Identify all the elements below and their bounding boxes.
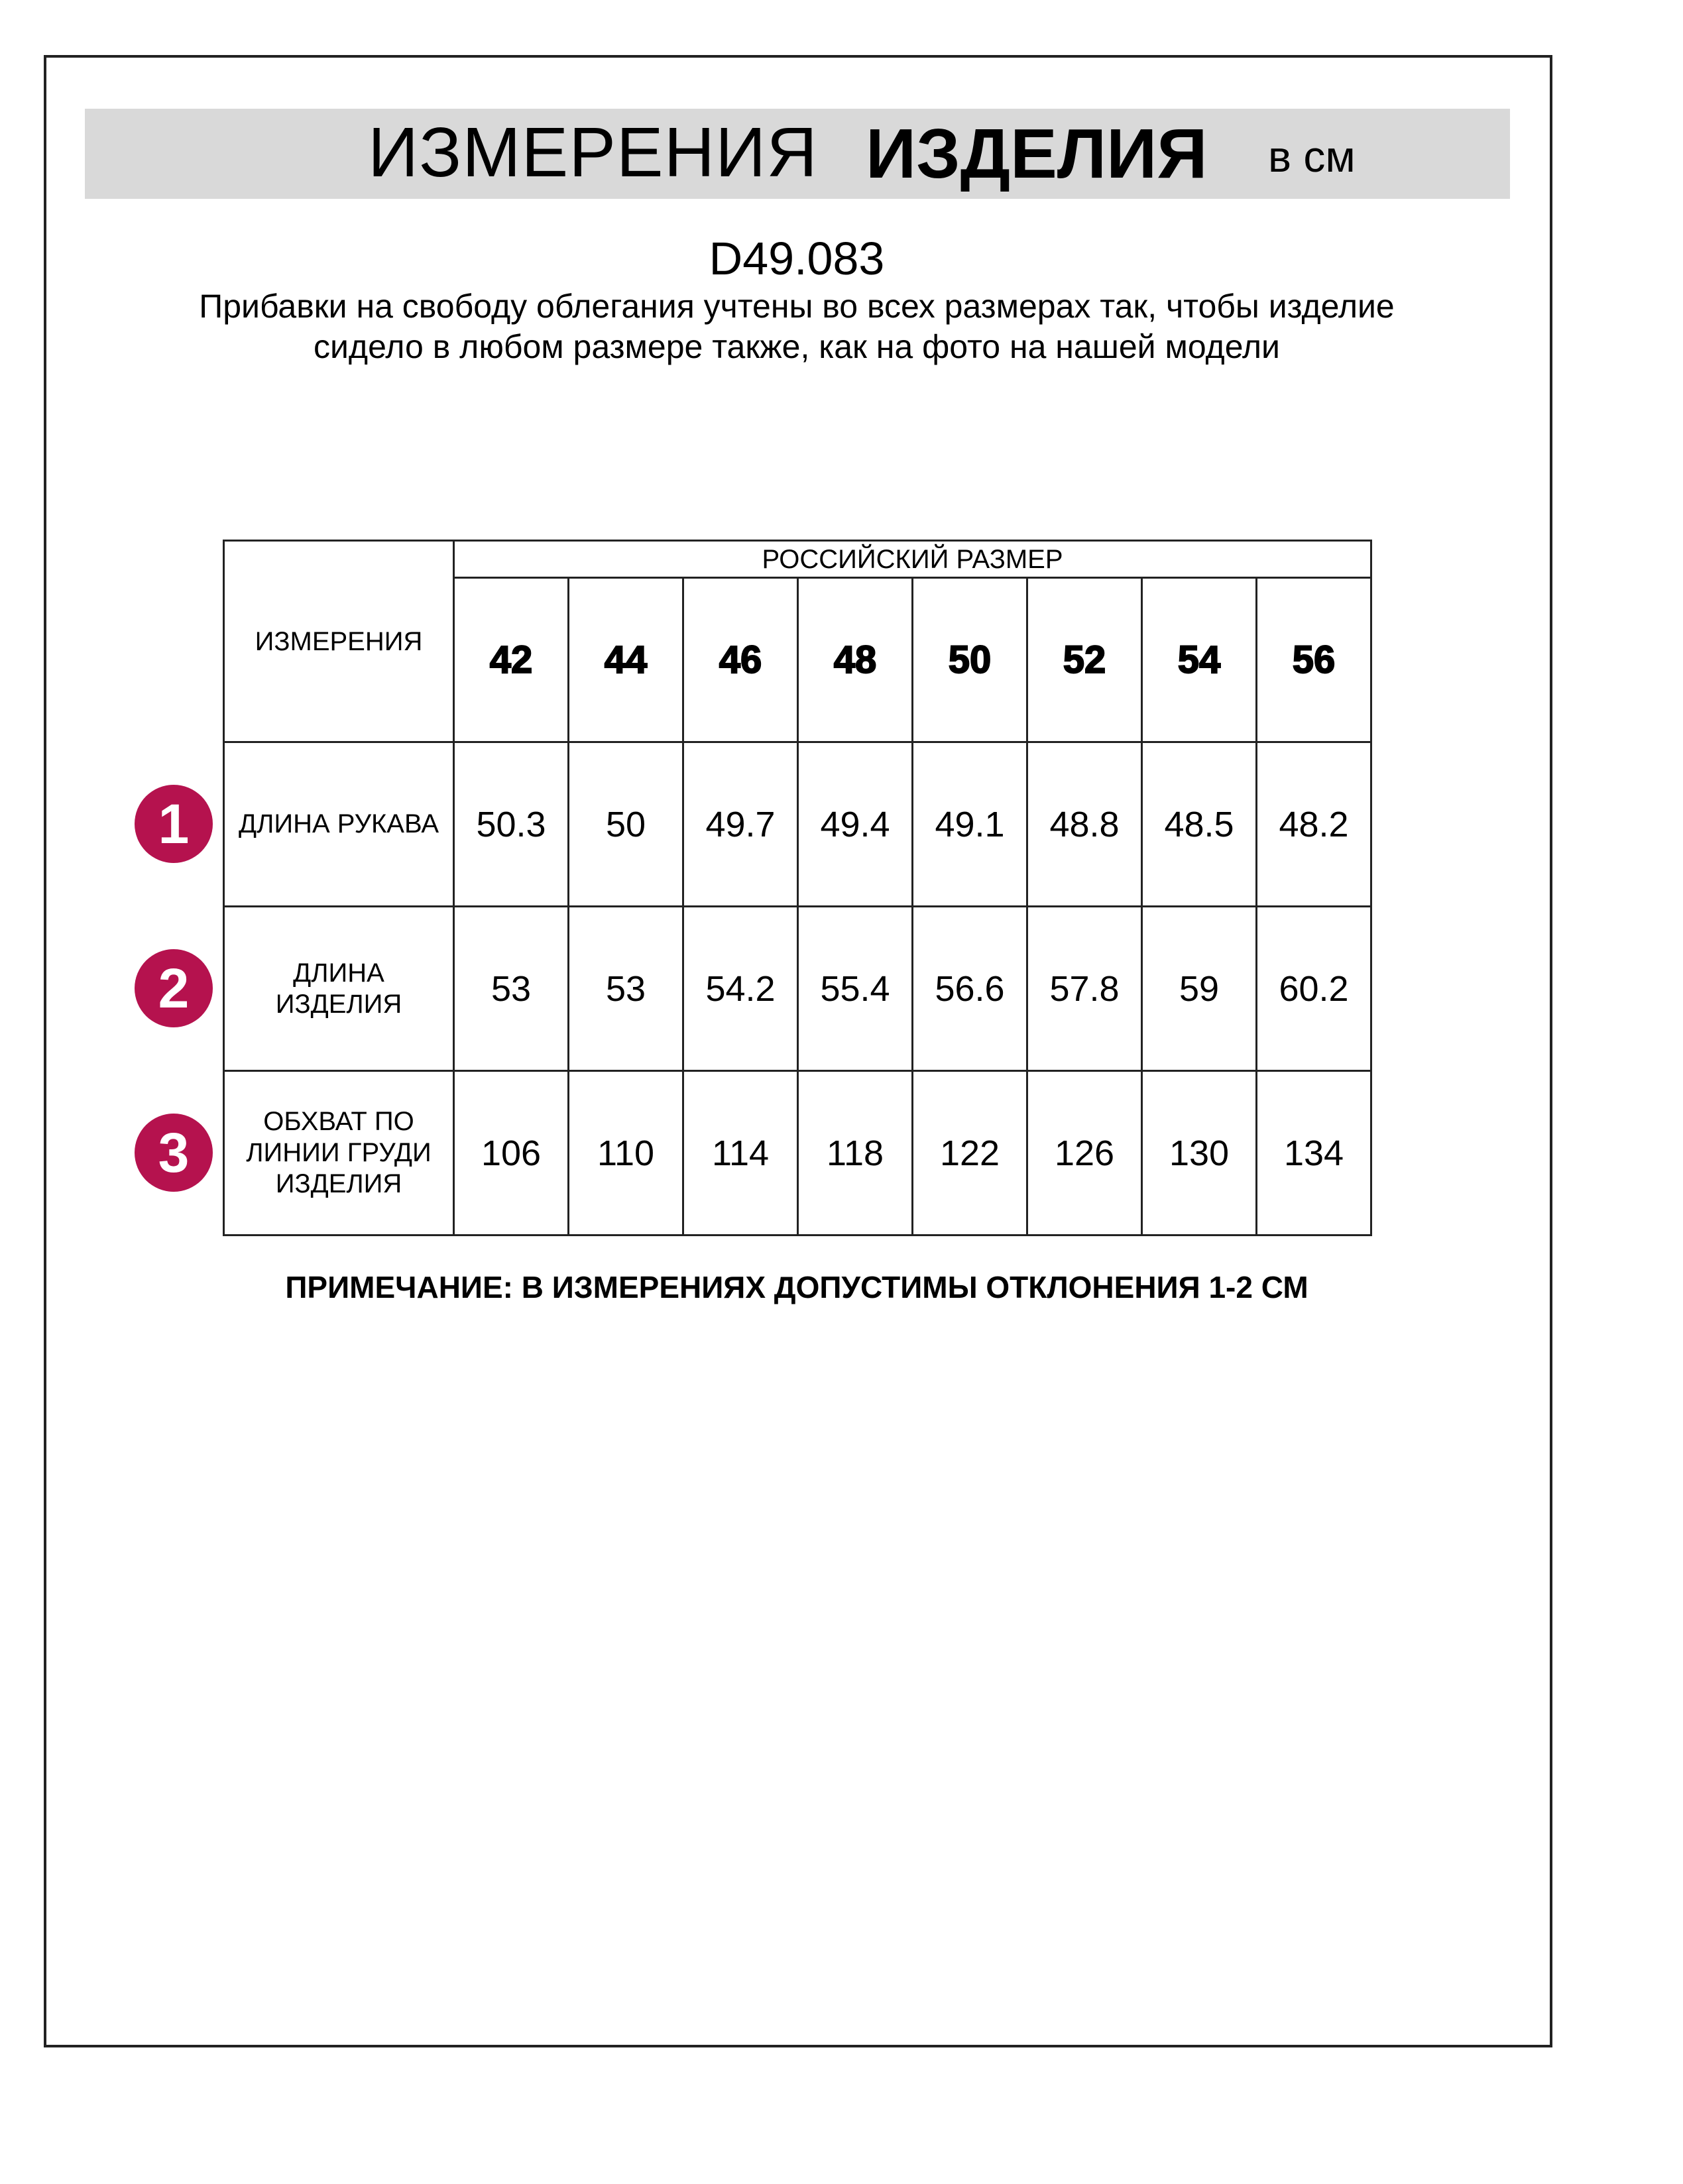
table-cell: 60.2: [1257, 907, 1371, 1071]
table-row: [224, 1071, 1371, 1236]
measure-header: ИЗМЕРЕНИЯ: [224, 541, 454, 742]
table-cell: 122: [913, 1071, 1027, 1236]
size-header: 42: [454, 578, 569, 742]
table-row: [224, 742, 1371, 907]
size-header: 52: [1027, 578, 1142, 742]
table-cell: 118: [798, 1071, 913, 1236]
row-label: ДЛИНА РУКАВА: [224, 742, 454, 907]
table-cell: 50: [569, 742, 683, 907]
row-label: ДЛИНА ИЗДЕЛИЯ: [224, 907, 454, 1071]
table-cell: 54.2: [683, 907, 798, 1071]
table-cell: 57.8: [1027, 907, 1142, 1071]
table-cell: 130: [1142, 1071, 1257, 1236]
row-number-badge: 1: [135, 785, 213, 863]
table-cell: 126: [1027, 1071, 1142, 1236]
table-cell: 48.5: [1142, 742, 1257, 907]
table-cell: 134: [1257, 1071, 1371, 1236]
row-label: ОБХВАТ ПО ЛИНИИ ГРУДИ ИЗДЕЛИЯ: [224, 1071, 454, 1236]
table-cell: 50.3: [454, 742, 569, 907]
table-cell: 114: [683, 1071, 798, 1236]
table-cell: 49.7: [683, 742, 798, 907]
tolerance-note: ПРИМЕЧАНИЕ: В ИЗМЕРЕНИЯХ ДОПУСТИМЫ ОТКЛОНЕНИЯ 1-2 СМ: [285, 1270, 1308, 1304]
table-cell: 48.2: [1257, 742, 1371, 907]
title-measurements: ИЗМЕРЕНИЯ: [368, 113, 818, 192]
table-cell: 48.8: [1027, 742, 1142, 907]
size-table: [223, 540, 1372, 1236]
title-unit: в см: [1268, 132, 1356, 181]
size-header: 48: [798, 578, 913, 742]
table-row: [224, 907, 1371, 1071]
title-product: ИЗДЕЛИЯ: [866, 115, 1208, 193]
size-header: 44: [569, 578, 683, 742]
product-code: D49.083: [709, 233, 885, 284]
row-number-badge: 2: [135, 949, 213, 1027]
size-group-header: РОССИЙСКИЙ РАЗМЕР: [454, 541, 1371, 578]
table-cell: 110: [569, 1071, 683, 1236]
size-header: 54: [1142, 578, 1257, 742]
table-cell: 53: [569, 907, 683, 1071]
size-header: 56: [1257, 578, 1371, 742]
table-cell: 106: [454, 1071, 569, 1236]
size-header: 46: [683, 578, 798, 742]
row-number-badge: 3: [135, 1114, 213, 1192]
size-header: 50: [913, 578, 1027, 742]
table-cell: 49.4: [798, 742, 913, 907]
table-cell: 53: [454, 907, 569, 1071]
fit-description: Прибавки на свободу облегания учтены во всех размерах так, чтобы изделие сидело в любом размере также, как на фото на нашей модели: [199, 288, 1395, 365]
table-cell: 59: [1142, 907, 1257, 1071]
table-cell: 49.1: [913, 742, 1027, 907]
table-cell: 55.4: [798, 907, 913, 1071]
table-cell: 56.6: [913, 907, 1027, 1071]
